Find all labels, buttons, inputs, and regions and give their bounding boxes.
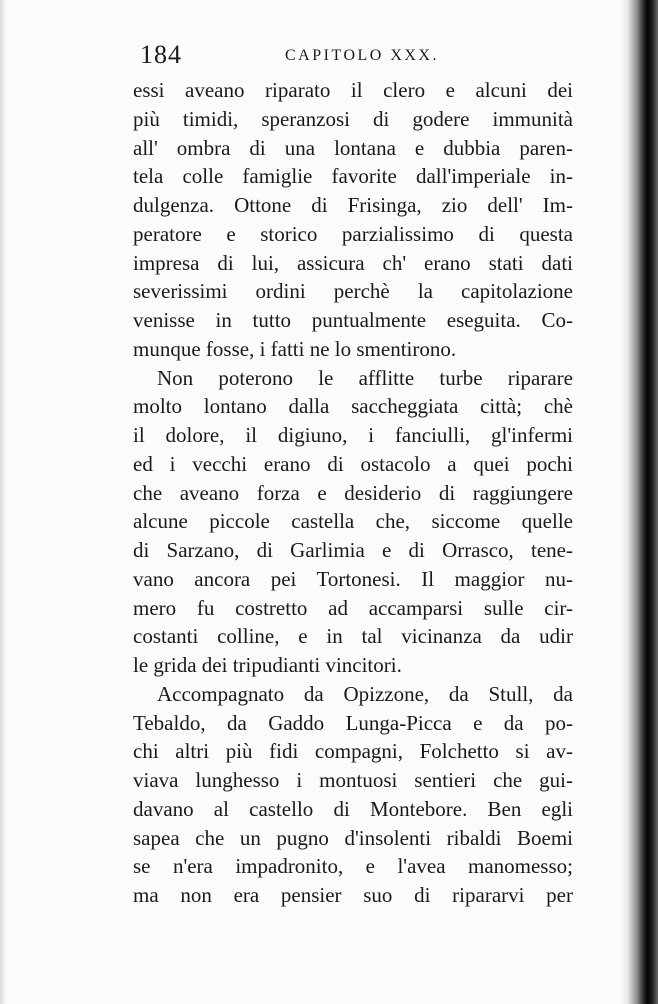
text-line: tela colle famiglie favorite dall'imperiale in- [133, 164, 573, 189]
page-number: 184 [140, 40, 182, 69]
book-binding-shadow [620, 0, 658, 1004]
text-line: mero fu costretto ad accamparsi sulle cir- [133, 595, 573, 620]
text-line: chi altri più fidi compagni, Folchetto si av- [133, 739, 573, 764]
text-line: ed i vecchi erano di ostacolo a quei pochi [133, 451, 573, 476]
text-line: che aveano forza e desiderio di raggiungere [133, 480, 573, 505]
text-line: molto lontano dalla saccheggiata città; chè [133, 394, 573, 419]
text-line: venisse in tutto puntualmente eseguita. Co- [133, 308, 573, 332]
text-line: le grida dei tripudianti vincitori. [133, 653, 402, 677]
text-line: sapea che un pugno d'insolenti ribaldi Boemi [133, 825, 573, 850]
text-line: Tebaldo, da Gaddo Lunga-Picca e da po- [133, 710, 573, 735]
paragraph-start-line: Non poterono le afflitte turbe riparare [157, 365, 573, 390]
text-line: all' ombra di una lontana e dubbia paren- [133, 135, 573, 160]
text-line: impresa di lui, assicura ch' erano stati dati [133, 250, 573, 275]
text-line: peratore e storico parzialissimo di questa [133, 221, 573, 246]
body-text [133, 76, 573, 910]
paragraph-start-line: Accompagnato da Opizzone, da Stull, da [157, 681, 573, 706]
text-line: munque fosse, i fatti ne lo smentirono. [133, 336, 457, 361]
text-line: dulgenza. Ottone di Frisinga, zio dell' Im- [133, 193, 573, 217]
chapter-title: CAPITOLO XXX. [285, 47, 439, 64]
text-line: se n'era impadronito, e l'avea manomesso; [133, 854, 573, 879]
text-line: il dolore, il digiuno, i fanciulli, gl'infermi [133, 423, 573, 447]
text-line: essi aveano riparato il clero e alcuni dei [133, 78, 573, 102]
text-line: davano al castello di Montebore. Ben egli [133, 796, 573, 821]
text-line: costanti colline, e in tal vicinanza da udir [133, 624, 573, 649]
text-line: viava lunghesso i montuosi sentieri che gui- [133, 768, 573, 792]
text-line: alcune piccole castella che, siccome quelle [133, 509, 573, 534]
page-left-edge [0, 0, 6, 1004]
text-line: di Sarzano, di Garlimia e di Orrasco, tene- [133, 538, 573, 562]
text-line: severissimi ordini perchè la capitolazione [133, 279, 573, 304]
running-header [130, 40, 570, 70]
text-line: ma non era pensier suo di ripararvi per [133, 883, 573, 907]
text-line: vano ancora pei Tortonesi. Il maggior nu- [133, 566, 573, 591]
text-line: più timidi, speranzosi di godere immunità [133, 106, 573, 131]
